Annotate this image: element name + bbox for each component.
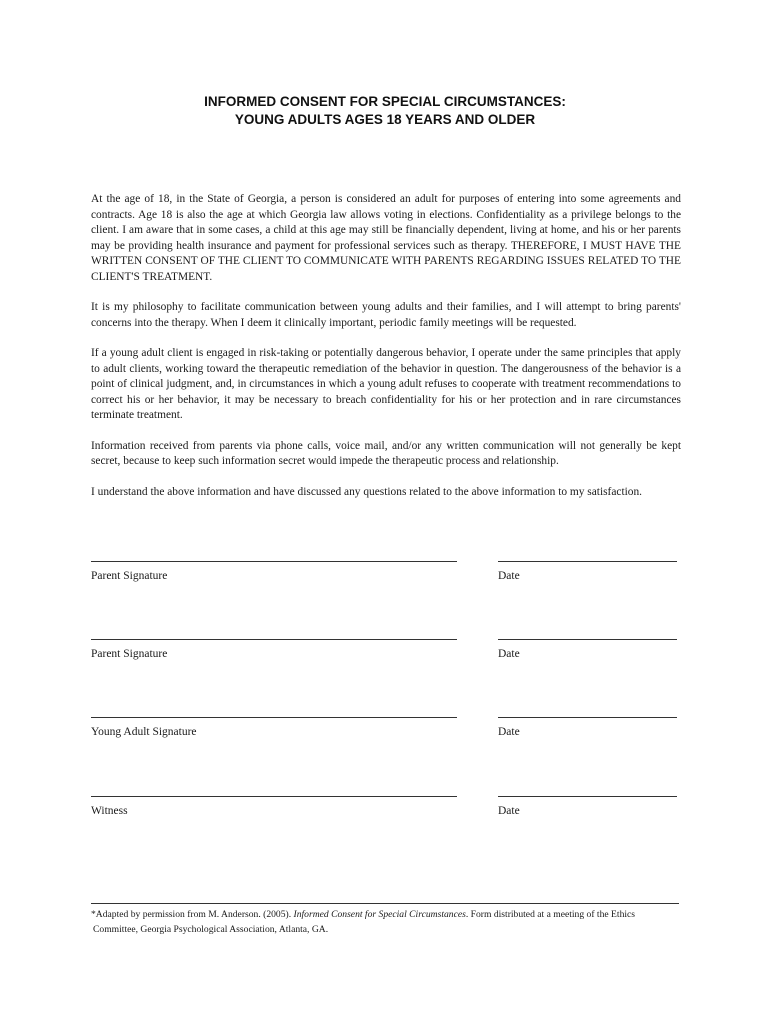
signature-row-young-adult bbox=[91, 717, 681, 747]
footnote-suffix: . Form distributed at a meeting of the Ethics bbox=[465, 909, 636, 920]
signature-row-witness bbox=[91, 796, 681, 826]
paragraph-philosophy: It is my philosophy to facilitate communication between young adults and their families, and I will attempt to bring parents' concerns into the therapy. When I deem it clinically important, periodic family meetings will be requested. bbox=[91, 301, 681, 329]
signature-label: Young Adult Signature bbox=[91, 726, 197, 738]
signature-line[interactable] bbox=[91, 717, 457, 718]
signature-label: Witness bbox=[91, 805, 128, 817]
footnote-rule bbox=[91, 903, 679, 904]
date-label: Date bbox=[498, 726, 520, 738]
title-line-2: YOUNG ADULTS AGES 18 YEARS AND OLDER bbox=[234, 112, 536, 127]
document-title bbox=[0, 93, 770, 129]
signature-label: Parent Signature bbox=[91, 648, 168, 660]
paragraph-age-of-consent: At the age of 18, in the State of Georgia, a person is considered an adult for purposes of entering into some agreements and contracts. Age 18 is also the age at which Georgia law allows voting in elections. Confidentiality as a privilege belongs to the client. I am aware that in some cases, a child at this age may still be financially dependent, living at home, and his or her parents may be providing health insurance and payment for professional services such as therapy. THEREFORE, I MUST HAVE THE WRITTEN CONSENT OF THE CLIENT TO COMMUNICATE WITH PARENTS REGARDING ISSUES RELATED TO THE CLIENT'S TREATMENT. bbox=[91, 193, 681, 283]
date-label: Date bbox=[498, 805, 520, 817]
signature-line[interactable] bbox=[91, 796, 457, 797]
date-line[interactable] bbox=[498, 639, 677, 640]
signature-row-parent-1 bbox=[91, 561, 681, 591]
signature-line[interactable] bbox=[91, 639, 457, 640]
signature-line[interactable] bbox=[91, 561, 457, 562]
signature-label: Parent Signature bbox=[91, 570, 168, 582]
consent-body bbox=[91, 192, 681, 515]
date-label: Date bbox=[498, 648, 520, 660]
title-line-1: INFORMED CONSENT FOR SPECIAL CIRCUMSTANCES: bbox=[204, 94, 566, 109]
paragraph-acknowledgement: I understand the above information and have discussed any questions related to the above information to my satisfaction. bbox=[91, 485, 643, 498]
date-line[interactable] bbox=[498, 796, 677, 797]
date-line[interactable] bbox=[498, 717, 677, 718]
date-line[interactable] bbox=[498, 561, 677, 562]
paragraph-risk-behavior: If a young adult client is engaged in risk-taking or potentially dangerous behavior, I operate under the same principles that apply to adult clients, working toward the therapeutic remediation of the behavior in question. The dangerousness of the behavior is a point of clinical judgment, and, in circumstances in which a young adult refuses to cooperate with treatment recommendations to correct his or her behavior, it may be necessary to breach confidentiality for his or her protection and in rare circumstances terminate treatment. bbox=[91, 347, 681, 421]
signature-row-parent-2 bbox=[91, 639, 681, 669]
date-label: Date bbox=[498, 570, 520, 582]
paragraph-parent-information: Information received from parents via phone calls, voice mail, and/or any written communication will not generally be kept secret, because to keep such information secret would impede the therapeutic process and relationship. bbox=[91, 439, 681, 467]
footnote-prefix: *Adapted by permission from M. Anderson. (2005). bbox=[91, 909, 294, 920]
footnote-line-2: Committee, Georgia Psychological Association, Atlanta, GA. bbox=[93, 924, 329, 935]
footnote-title: Informed Consent for Special Circumstances bbox=[293, 909, 466, 920]
footnote bbox=[91, 907, 683, 937]
